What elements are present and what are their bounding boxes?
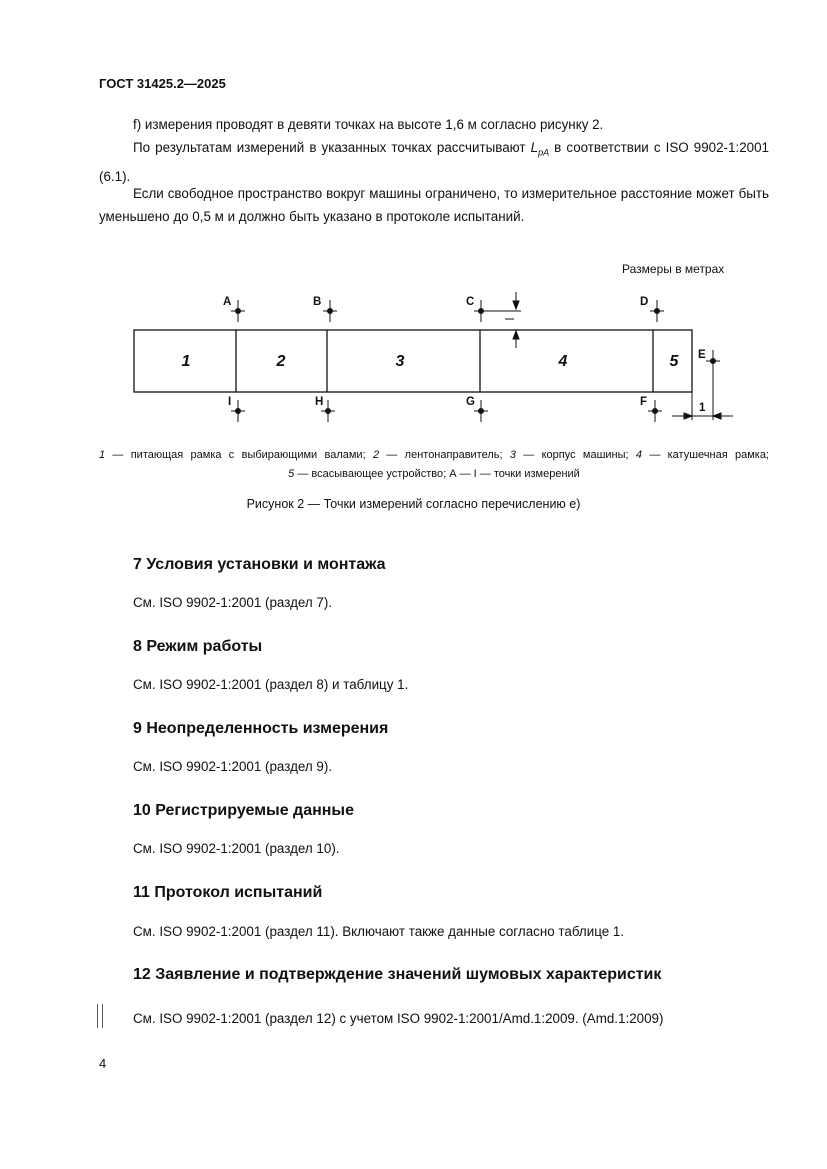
- point-label-e: E: [698, 349, 706, 361]
- paragraph-limited-space: Если свободное пространство вокруг машины ограничено, то измерительное расстояние может быть уменьшено до 0,5 м и должно быть указано в протоколе испытаний.: [99, 186, 769, 224]
- para2-before: По результатам измерений в указанных точках рассчитывают: [133, 140, 531, 155]
- point-marker-g: [474, 400, 488, 422]
- point-marker-i: [231, 400, 245, 422]
- part-label-5: 5: [669, 353, 679, 370]
- point-label-b: B: [313, 296, 322, 308]
- machine-diagram: [0, 0, 827, 440]
- distance-label: 1: [699, 402, 706, 414]
- section-title-12: 12 Заявление и подтверждение значений шумовых характеристик: [133, 966, 662, 983]
- part-label-2: 2: [276, 353, 286, 370]
- point-marker-f: [648, 400, 662, 422]
- point-label-c: C: [466, 296, 475, 308]
- section-text-10: См. ISO 9902-1:2001 (раздел 10).: [133, 841, 340, 856]
- section-title-10: 10 Регистрируемые данные: [133, 802, 354, 819]
- legend-line-2: 5 — всасывающее устройство; А — I — точки измерений: [288, 468, 580, 480]
- change-bar: [97, 1004, 103, 1028]
- legend-line-1: 1 — питающая рамка с выбирающими валами; 2 — лентонаправитель; 3 — корпус машины; 4 — катушечная рамка;: [99, 449, 769, 461]
- section-text-12: См. ISO 9902-1:2001 (раздел 12) с учетом ISO 9902-1:2001/Amd.1:2009. (Amd.1:2009): [133, 1011, 664, 1026]
- figure-legend: [99, 446, 769, 484]
- section-text-7: См. ISO 9902-1:2001 (раздел 7).: [133, 595, 333, 610]
- point-label-g: G: [466, 396, 475, 408]
- item-f: f) измерения проводят в девяти точках на высоте 1,6 м согласно рисунку 2.: [133, 117, 604, 132]
- machine-outline: [134, 330, 692, 392]
- part-label-1: 1: [181, 353, 191, 370]
- point-marker-b: [323, 300, 337, 322]
- dimensions-note: Размеры в метрах: [622, 262, 725, 276]
- figure-caption: Рисунок 2 — Точки измерений согласно перечислению е): [246, 497, 581, 511]
- section-text-11: См. ISO 9902-1:2001 (раздел 11). Включают также данные согласно таблице 1.: [133, 924, 625, 939]
- section-text-8: См. ISO 9902-1:2001 (раздел 8) и таблицу 1.: [133, 677, 409, 692]
- section-title-9: 9 Неопределенность измерения: [133, 720, 389, 737]
- section-title-7: 7 Условия установки и монтажа: [133, 556, 386, 573]
- lpa-symbol: $L_{pA}$: [530, 140, 550, 158]
- point-marker-e: [706, 350, 720, 372]
- page-number: 4: [99, 1056, 107, 1071]
- point-label-d: D: [640, 296, 649, 308]
- point-label-h: H: [315, 396, 324, 408]
- document-header: ГОСТ 31425.2—2025: [99, 76, 226, 91]
- point-label-a: A: [223, 296, 232, 308]
- point-label-i: I: [228, 396, 232, 408]
- section-title-8: 8 Режим работы: [133, 638, 263, 655]
- section-title-11: 11 Протокол испытаний: [133, 884, 323, 901]
- dimension-arrows-c: [505, 292, 519, 348]
- section-text-9: См. ISO 9902-1:2001 (раздел 9).: [133, 759, 333, 774]
- point-label-f: F: [640, 396, 648, 408]
- point-marker-d: [650, 300, 664, 322]
- para2-after: в соответствии с ISO 9902-1:2001 (6.1).: [99, 140, 769, 184]
- part-label-3: 3: [395, 353, 405, 370]
- point-marker-a: [231, 300, 245, 322]
- part-label-4: 4: [558, 353, 568, 370]
